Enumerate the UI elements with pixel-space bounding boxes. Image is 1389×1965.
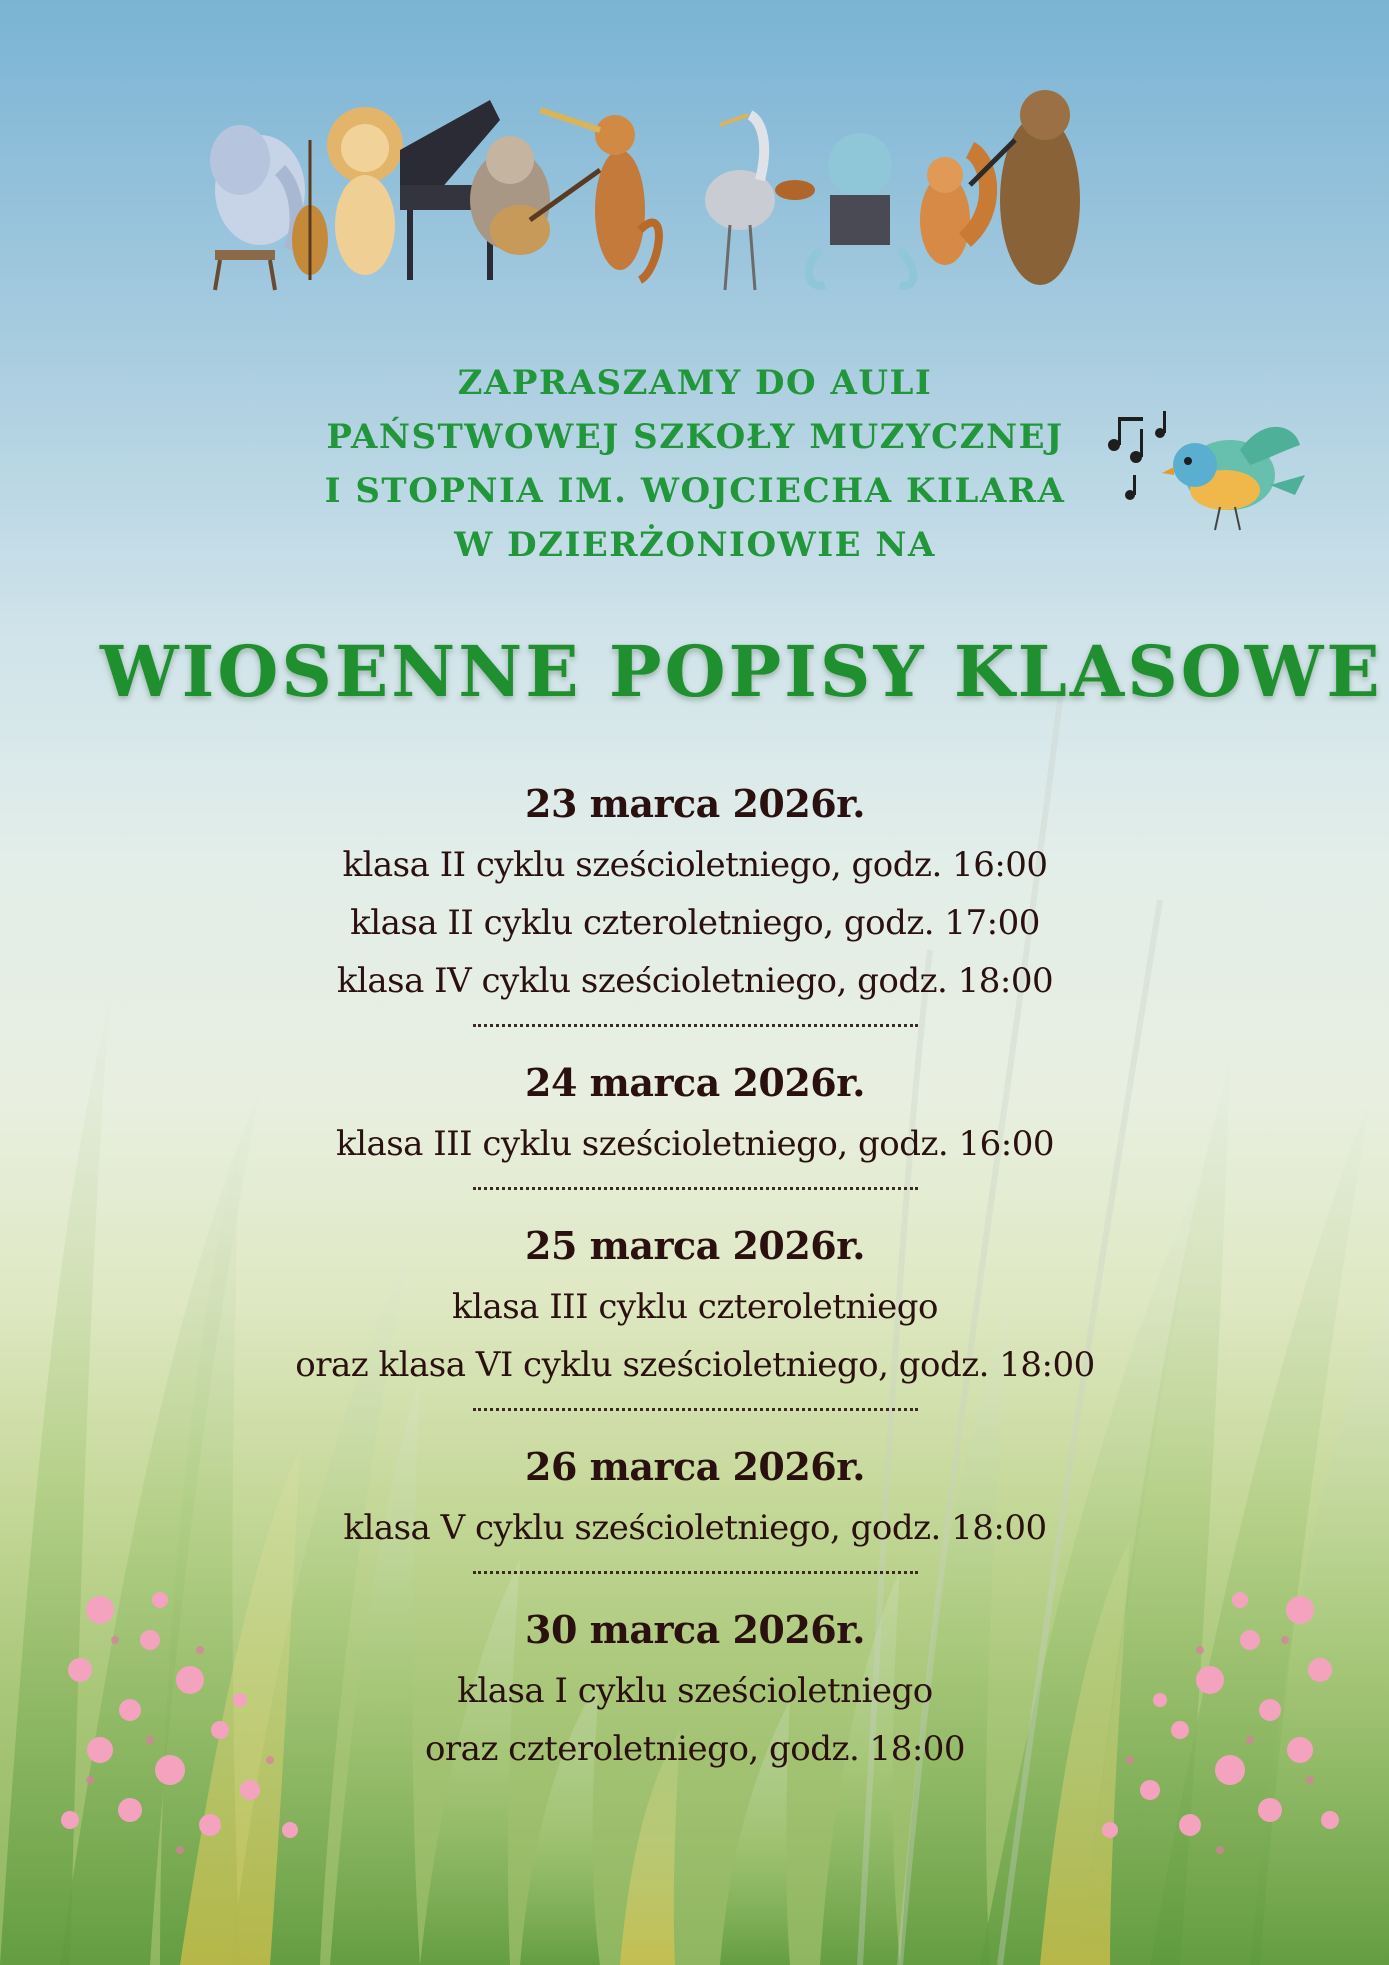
schedule-day — [200, 1051, 1190, 1173]
intro-line: PAŃSTWOWEJ SZKOŁY MUZYCZNEJ — [326, 417, 1064, 457]
day-date: 23 marca 2026r. — [525, 781, 865, 826]
dotted-separator — [473, 1024, 918, 1027]
sloth-icon — [470, 136, 600, 255]
intro-line: ZAPRASZAMY DO AULI — [457, 363, 933, 403]
day-entry: klasa II cyklu sześcioletniego, godz. 16:00 — [342, 845, 1048, 885]
dotted-separator — [473, 1187, 918, 1190]
schedule-day — [200, 772, 1190, 1010]
day-date: 30 marca 2026r. — [525, 1607, 865, 1652]
intro-line: W DZIERŻONIOWIE NA — [454, 525, 936, 565]
schedule-day — [200, 1214, 1190, 1394]
octopus-icon — [809, 133, 913, 286]
day-entry: klasa IV cyklu sześcioletniego, godz. 18:00 — [336, 961, 1054, 1001]
day-entry: klasa III cyklu sześcioletniego, godz. 16:00 — [335, 1124, 1055, 1164]
schedule-day — [200, 1435, 1190, 1557]
dotted-separator — [473, 1408, 918, 1411]
schedule — [200, 772, 1190, 1778]
day-date: 24 marca 2026r. — [525, 1060, 865, 1105]
elephant-icon — [210, 125, 305, 290]
invitation-text — [200, 356, 1190, 572]
day-date: 25 marca 2026r. — [525, 1223, 865, 1268]
heron-icon — [705, 115, 815, 290]
day-entry: oraz klasa VI cyklu sześcioletniego, godz. 18:00 — [295, 1345, 1095, 1385]
lion-icon — [327, 107, 403, 275]
day-entry: klasa I cyklu sześcioletniego — [457, 1671, 933, 1711]
schedule-day — [200, 1598, 1190, 1778]
musicians-illustration — [200, 80, 1100, 310]
squirrel-icon — [920, 150, 988, 265]
day-entry: klasa III cyklu czteroletniego — [451, 1287, 939, 1327]
intro-line: I STOPNIA IM. WOJCIECHA KILARA — [324, 471, 1066, 511]
day-entry: klasa V cyklu sześcioletniego, godz. 18:00 — [343, 1508, 1047, 1548]
day-entry: klasa II cyklu czteroletniego, godz. 17:00 — [350, 903, 1040, 943]
event-title: WIOSENNE POPISY KLASOWE — [100, 630, 1383, 713]
dog-icon — [540, 110, 659, 280]
day-entry: oraz czteroletniego, godz. 18:00 — [424, 1729, 966, 1769]
day-date: 26 marca 2026r. — [525, 1444, 865, 1489]
dotted-separator — [473, 1571, 918, 1574]
